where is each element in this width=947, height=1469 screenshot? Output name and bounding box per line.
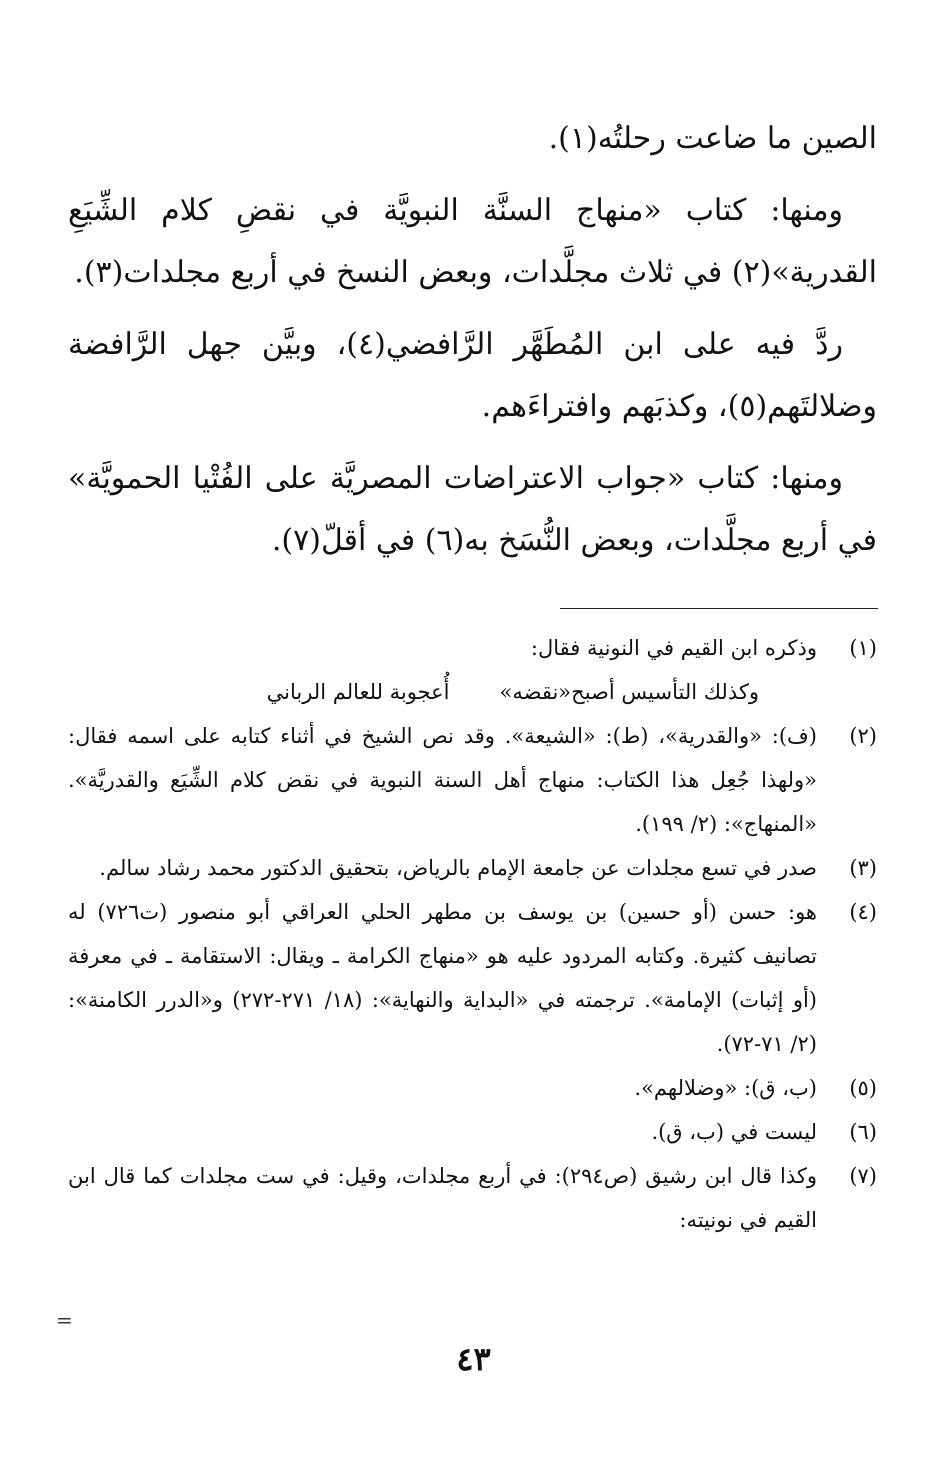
footnote-number: (٢) [849, 724, 877, 748]
footnote-6 [68, 1110, 877, 1154]
footnote-1 [68, 626, 877, 670]
footnote-number: (٣) [849, 856, 877, 880]
footnote-number: (٦) [849, 1120, 877, 1144]
footnote-3 [68, 846, 877, 890]
footnote-number: (١) [849, 636, 877, 660]
footnote-text: هو: حسن (أو حسين) بن يوسف بن مطهر الحلي العراقي أبو منصور (ت٧٢٦) له تصانيف كثيرة. وكتابه المردود عليه هو «منهاج الكرامة ـ ويقال: الاستقامة ـ في معرفة (أو إثبات) الإمامة». ترجمته في «البداية والنهاية»: (١٨/ ٢٧١-٢٧٢) و«الدرر الكامنة»: (٢/ ٧١-٧٢). [68, 900, 818, 1056]
footnote-number: (٥) [849, 1076, 877, 1100]
footnotes [68, 626, 877, 1242]
continuation-mark: = [56, 1308, 73, 1332]
footnote-text: (ف): «والقدرية»، (ط): «الشيعة». وقد نص الشيخ في أثناء كتابه على اسمه فقال: «ولهذا جُعِل هذا الكتاب: منهاج أهل السنة النبوية في نقض كلام الشِّيَع والقدريَّة». «المنهاج»: (٢/ ١٩٩). [68, 724, 817, 836]
footnote-2 [68, 714, 877, 846]
footnote-7 [68, 1154, 877, 1242]
footnote-text: وذكره ابن القيم في النونية فقال: [530, 636, 817, 660]
footnote-separator [560, 608, 878, 609]
paragraph-3: ردَّ فيه على ابن المُطَهَّر الرَّافضي(٤)، وبيَّن جهل الرَّافضة وضلالتَهم(٥)، وكذبَهم وافتراءَهم. [68, 327, 877, 424]
paragraph-1: الصين ما ضاعت رحلتُه(١). [548, 121, 877, 156]
page-number: ٤٣ [456, 1340, 491, 1378]
footnote-text: وكذا قال ابن رشيق (ص٢٩٤): في أربع مجلدات، وقيل: في ست مجلدات كما قال ابن القيم في نونيته: [68, 1164, 817, 1232]
verse-line [68, 670, 877, 714]
footnote-4 [68, 890, 877, 1066]
footnote-number: (٤) [849, 900, 877, 924]
verse-first-hemistich: وكذلك التأسيس أصبح«نقضه» [499, 680, 759, 704]
paragraph-2: ومنها: كتاب «منهاج السنَّة النبويَّة في نقضِ كلام الشِّيَعِ القدرية»(٢) في ثلاث مجلَّدات، وبعض النسخ في أربع مجلدات(٣). [68, 193, 877, 290]
paragraph-4: ومنها: كتاب «جواب الاعتراضات المصريَّة على الفُتْيا الحمويَّة» في أربع مجلَّدات، وبعض النُّسَخ به(٦) في أقلّ(٧). [68, 461, 877, 558]
footnote-text: ليست في (ب، ق). [651, 1120, 817, 1144]
footnote-number: (٧) [849, 1164, 877, 1188]
footnote-5 [68, 1066, 877, 1110]
verse-second-hemistich: أُعجوبة للعالم الرباني [266, 680, 450, 704]
footnote-text: صدر في تسع مجلدات عن جامعة الإمام بالرياض، بتحقيق الدكتور محمد رشاد سالم. [99, 856, 817, 880]
main-text [68, 108, 877, 582]
footnote-text: (ب، ق): «وضلالهم». [634, 1076, 817, 1100]
